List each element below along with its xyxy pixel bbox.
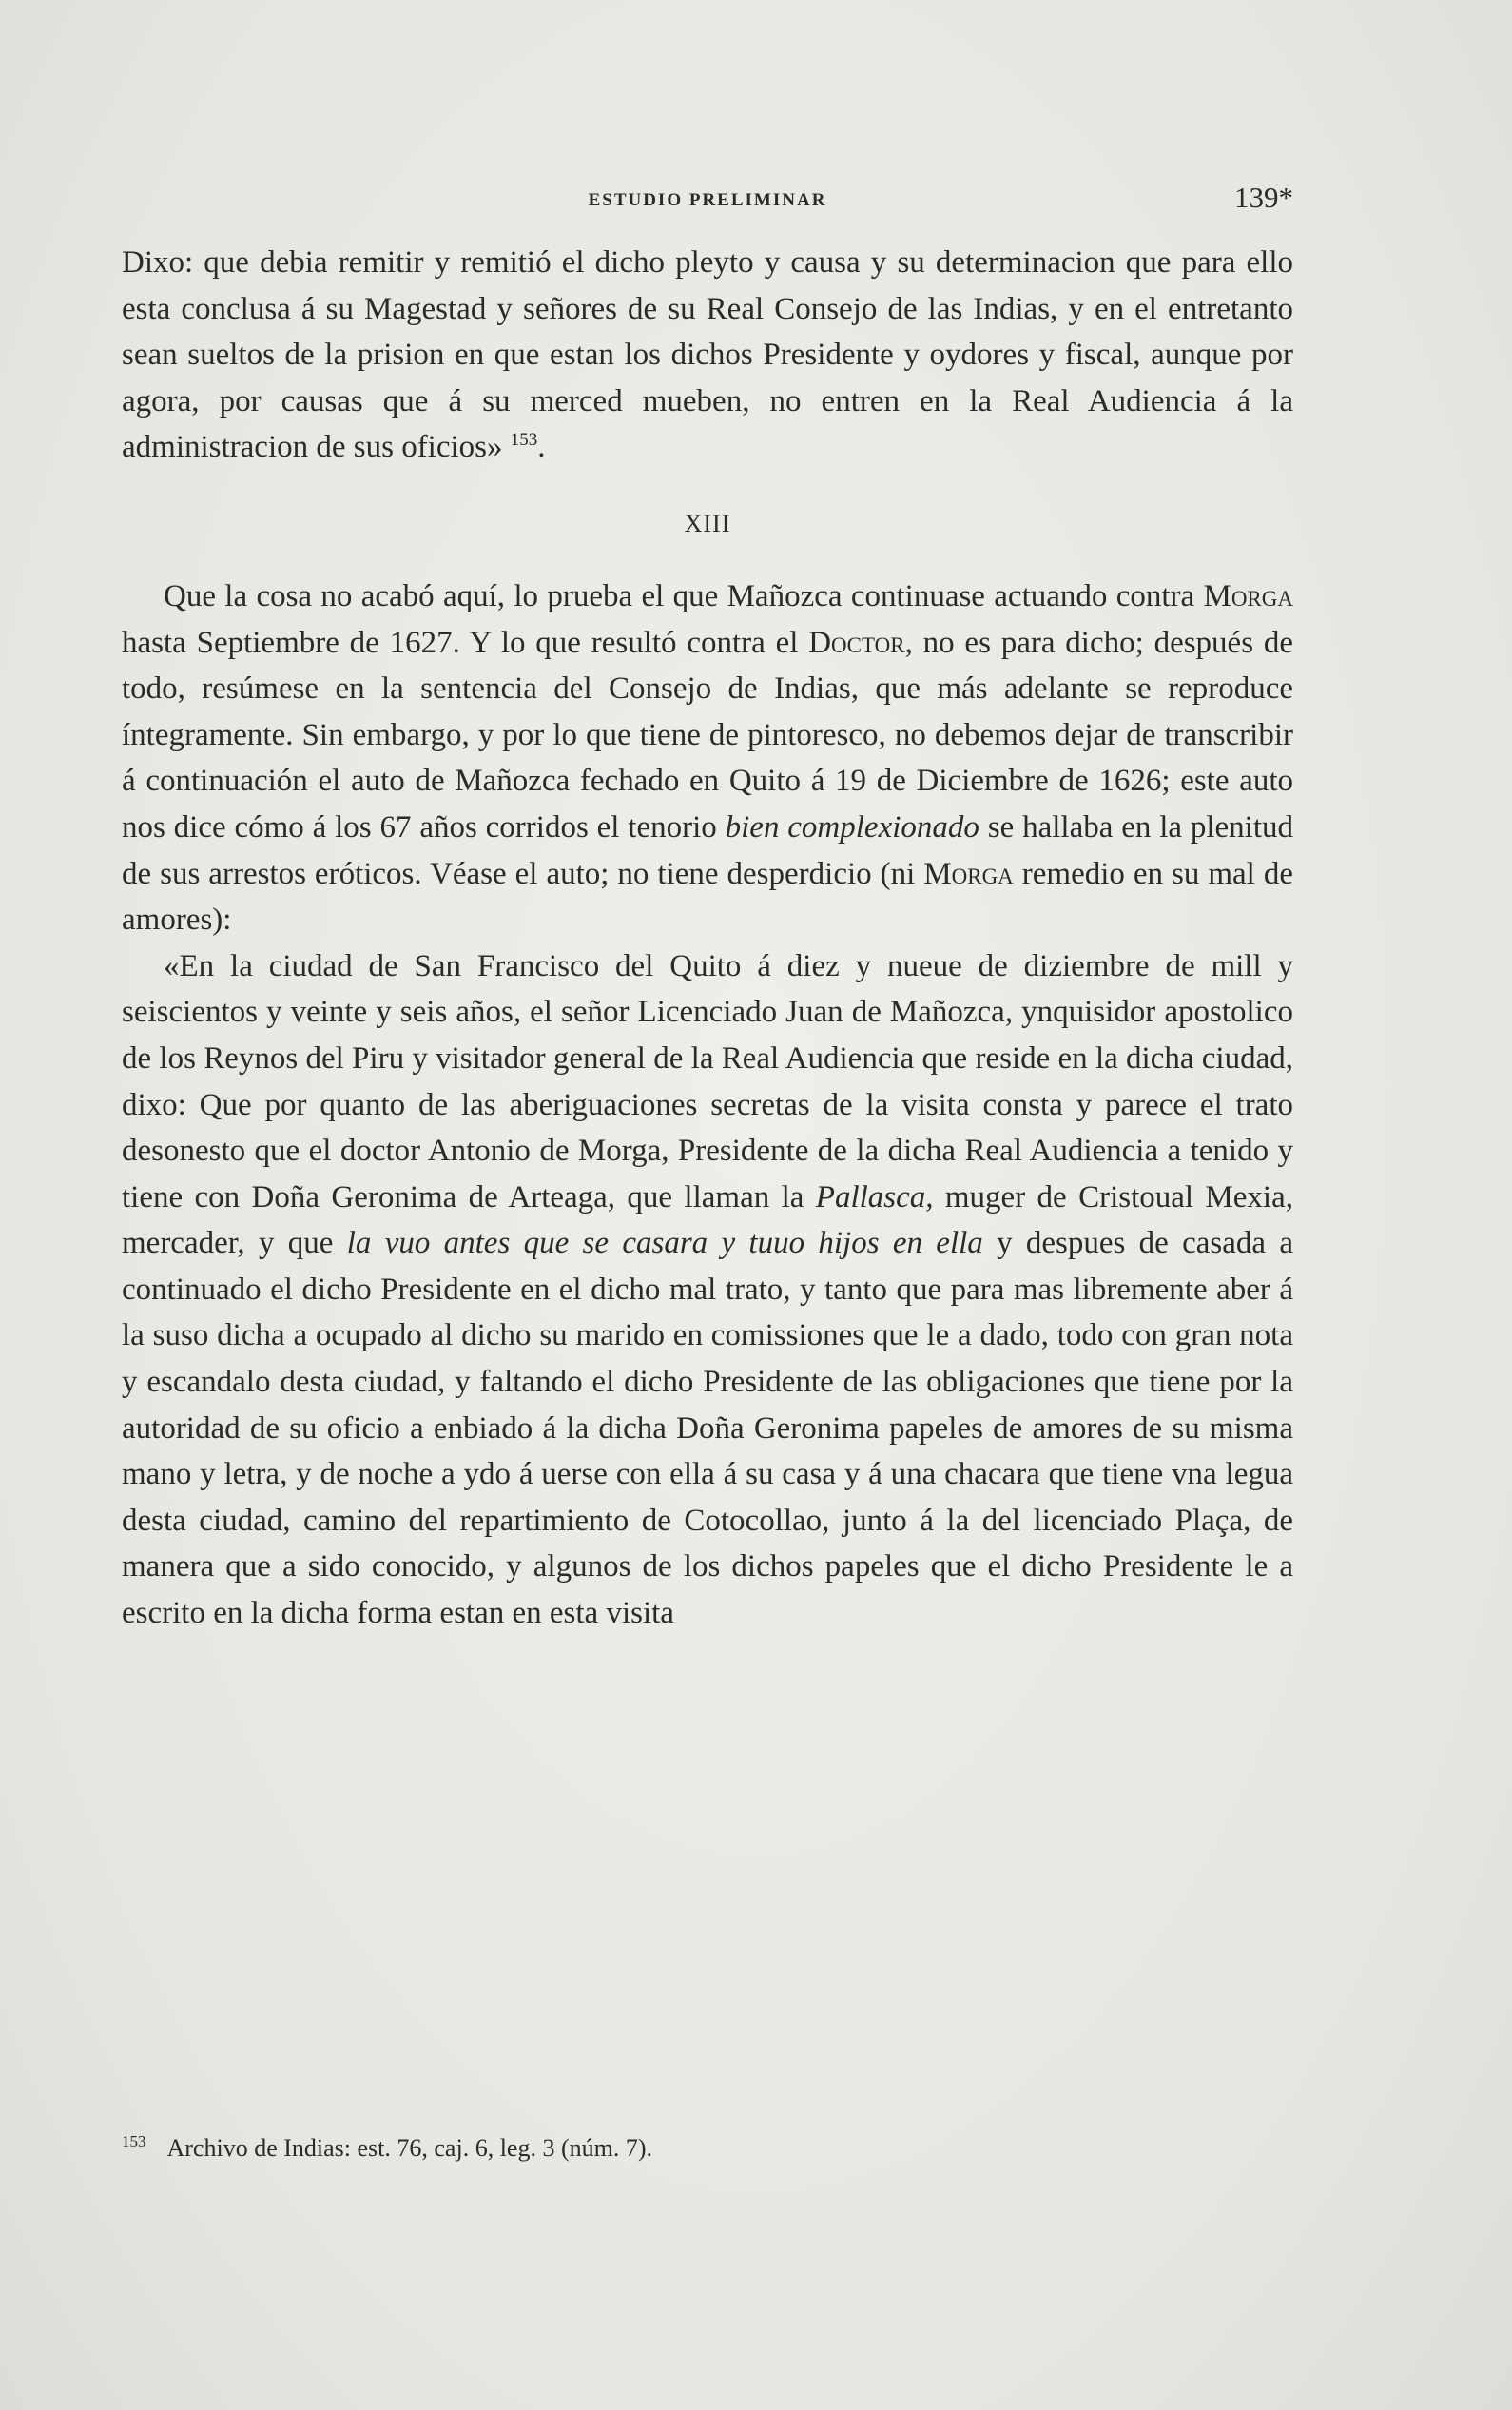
- paragraph-2-part-a: Que la cosa no acabó aquí, lo prueba el que Mañozca continuase actuando contra: [164, 578, 1204, 613]
- paragraph-2-part-c: , no es para dicho; después de todo, resúmese en la sentencia del Consejo de Indias, que más adelante se reproduce íntegramente. Sin embargo, y por lo que tiene de pintoresco, no debemos dejar de transcribir á continuación el auto de Mañozca fechado en Quito á 19 de Diciembre de 1626; este auto nos dice cómo á los 67 años corridos el tenorio: [122, 625, 1293, 845]
- body-text: [122, 240, 1293, 1637]
- paragraph-2: [122, 573, 1293, 943]
- author-name-morga: Morga: [1203, 578, 1293, 613]
- paragraph-2-part-e: remedio en su mal de amores):: [122, 856, 1293, 938]
- italic-pallasca: Pallasca,: [815, 1179, 934, 1215]
- paragraph-2-part-d: se hallaba en la plenitud de sus arrestos eróticos. Véase el auto; no tiene desperdicio (ni: [122, 809, 1293, 891]
- paragraph-2-part-b: hasta Septiembre de 1627. Y lo que resultó contra el: [122, 625, 809, 660]
- italic-la-vuo: la vuo antes que se casara y tuuo hijos en ella: [346, 1226, 983, 1261]
- author-name-morga-2: Morga: [923, 856, 1014, 891]
- italic-bien-complexionado: bien complexionado: [725, 809, 979, 845]
- section-heading: XIII: [684, 509, 731, 537]
- paragraph-3-part-a: «En la ciudad de San Francisco del Quito á diez y nueue de diziembre de mill y seiscientos y veinte y seis años, el señor Licenciado Juan de Mañozca, ynquisidor apostolico de los Reynos del Piru y visitador general de la Real Audiencia que reside en la dicha ciudad, dixo: Que por quanto de las aberiguaciones secretas de la visita consta y parece el trato desonesto que el doctor Antonio de Morga, Presidente de la dicha Real Audiencia a tenido y tiene con Doña Geronima de Arteaga, que llaman la: [122, 948, 1293, 1215]
- title-doctor: Doctor: [808, 625, 905, 660]
- footnote-text: Archivo de Indias: est. 76, caj. 6, leg. 3 (núm. 7).: [166, 2134, 652, 2162]
- paragraph-1: Dixo: que debia remitir y remitió el dicho pleyto y causa y su determinacion que para ello esta conclusa á su Magestad y señores de su Real Consejo de las Indias, y en el entretanto sean sueltos de la prision en que estan los dichos Presidente y oydores y fiscal, aunque por agora, por causas que á su merced mueben, no entren en la Real Audiencia á la administracion de sus oficios» $^{153}$.: [122, 245, 1293, 465]
- paragraph-3-quotation: [122, 943, 1293, 1637]
- paragraph-1-text: Dixo: que debia remitir y remitió el dicho pleyto y causa y su determinacion que para ello esta conclusa á su Magestad y señores de su Real Consejo de las Indias, y en el entretanto sean sueltos de la prision en que estan los dichos Presidente y oydores y fiscal, aunque por agora, por causas que á su merced mueben, no entren en la Real Audiencia á la administracion de sus oficios»: [122, 245, 1293, 465]
- paragraph-3-part-b: muger de Cristoual Mexia, mercader, y que: [122, 1179, 1293, 1261]
- footnote: [122, 2132, 1293, 2165]
- running-head: [122, 181, 1293, 221]
- running-title: ESTUDIO PRELIMINAR: [588, 190, 827, 210]
- footnote-number: 153: [122, 2132, 146, 2151]
- footnote-reference: 153: [510, 430, 538, 451]
- page-number: 139*: [1234, 181, 1293, 214]
- paragraph-3-part-c: y despues de casada a continuado el dicho Presidente en el dicho mal trato, y tanto que para mas libremente aber á la suso dicha a ocupado al dicho su marido en comissiones que le a dado, todo con gran nota y escandalo desta ciudad, y faltando el dicho Presidente de las obligaciones que tiene por la autoridad de su oficio a enbiado á la dicha Doña Geronima papeles de amores de su misma mano y letra, y de noche a ydo á uerse con ella á su casa y á una chacara que tiene vna legua desta ciudad, camino del repartimiento de Cotocollao, junto á la del licenciado Plaça, de manera que a sido conocido, y algunos de los dichos papeles que el dicho Presidente le a escrito en la dicha forma estan en esta visita: [122, 1226, 1294, 1631]
